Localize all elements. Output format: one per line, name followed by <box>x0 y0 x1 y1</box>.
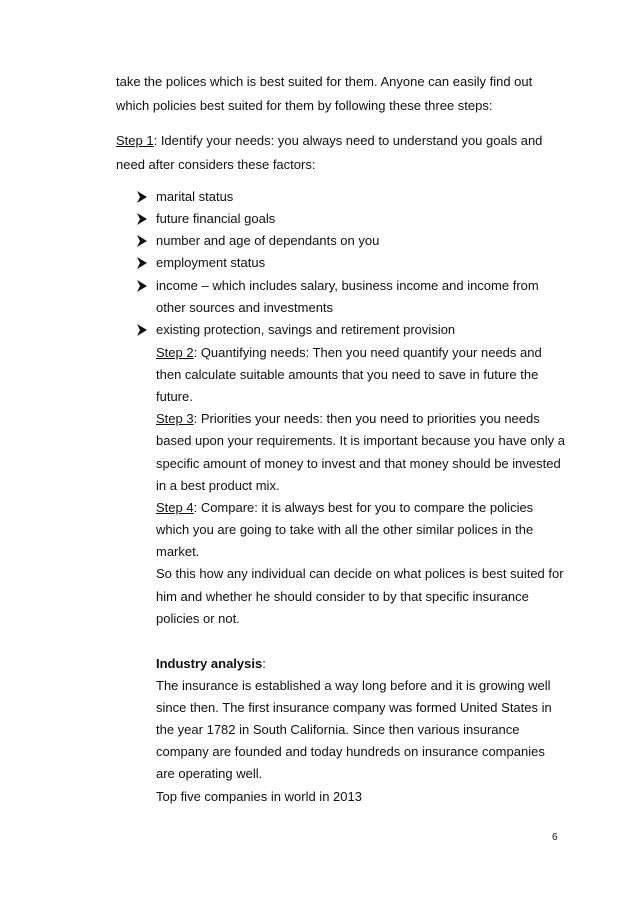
industry-line-2: since then. The first insurance company was formed United States in <box>156 700 552 715</box>
step4-label: Step 4 <box>156 500 194 515</box>
step3-text-1: : Priorities your needs: then you need to priorities you needs <box>193 411 540 426</box>
conclusion-line-1: So this how any individual can decide on what polices is best suited for <box>156 566 564 581</box>
conclusion-line-3: policies or not. <box>156 611 240 626</box>
factor-item-3: number and age of dependants on you <box>156 233 380 248</box>
factor-item-6: existing protection, savings and retirement provision <box>156 322 456 337</box>
step3-line-3: specific amount of money to invest and that money should be invested <box>156 456 561 471</box>
step2-label: Step 2 <box>156 345 194 360</box>
step4-line-1 <box>156 500 533 516</box>
factor-item-1: marital status <box>156 189 234 204</box>
arrow-check-bullet-icon <box>137 257 147 269</box>
step1-line-1 <box>116 133 542 149</box>
industry-line-4: company are founded and today hundreds on insurance companies <box>156 744 545 759</box>
industry-heading-line <box>156 656 266 672</box>
factor-item-5-cont: other sources and investments <box>156 300 334 315</box>
industry-heading: Industry analysis <box>156 656 263 671</box>
factor-item-2: future financial goals <box>156 211 276 226</box>
step1-line-2: need after considers these factors: <box>116 157 316 172</box>
step2-line-1 <box>156 345 542 361</box>
step4-line-3: market. <box>156 544 200 559</box>
step4-line-2: which you are going to take with all the other similar polices in the <box>156 522 534 537</box>
arrow-check-bullet-icon <box>137 280 147 292</box>
arrow-check-bullet-icon <box>137 191 147 203</box>
page-number: 6 <box>552 832 558 843</box>
arrow-check-bullet-icon <box>137 235 147 247</box>
factor-item-4: employment status <box>156 255 266 270</box>
industry-line-3: the year 1782 in South California. Since then various insurance <box>156 722 520 737</box>
step3-line-1 <box>156 411 540 427</box>
step3-line-2: based upon your requirements. It is important because you have only a <box>156 433 566 448</box>
step3-line-4: in a best product mix. <box>156 478 280 493</box>
step4-text-1: : Compare: it is always best for you to compare the policies <box>193 500 534 515</box>
step3-label: Step 3 <box>156 411 194 426</box>
step2-line-2: then calculate suitable amounts that you need to save in future the <box>156 367 539 382</box>
industry-line-1: The insurance is established a way long before and it is growing well <box>156 678 551 693</box>
step2-text-1: : Quantifying needs: Then you need quantify your needs and <box>193 345 542 360</box>
industry-heading-colon: : <box>262 656 266 671</box>
intro-line-2: which policies best suited for them by following these three steps: <box>116 98 493 113</box>
step1-label: Step 1 <box>116 133 154 148</box>
step1-text-1: : Identify your needs: you always need to understand you goals and <box>153 133 543 148</box>
arrow-check-bullet-icon <box>137 213 147 225</box>
intro-line-1: take the polices which is best suited for them. Anyone can easily find out <box>116 74 533 89</box>
conclusion-line-2: him and whether he should consider to by that specific insurance <box>156 589 529 604</box>
factor-item-5: income – which includes salary, business income and income from <box>156 278 539 293</box>
step2-line-3: future. <box>156 389 193 404</box>
industry-line-6: Top five companies in world in 2013 <box>156 789 362 804</box>
arrow-check-bullet-icon <box>137 324 147 336</box>
industry-line-5: are operating well. <box>156 766 263 781</box>
